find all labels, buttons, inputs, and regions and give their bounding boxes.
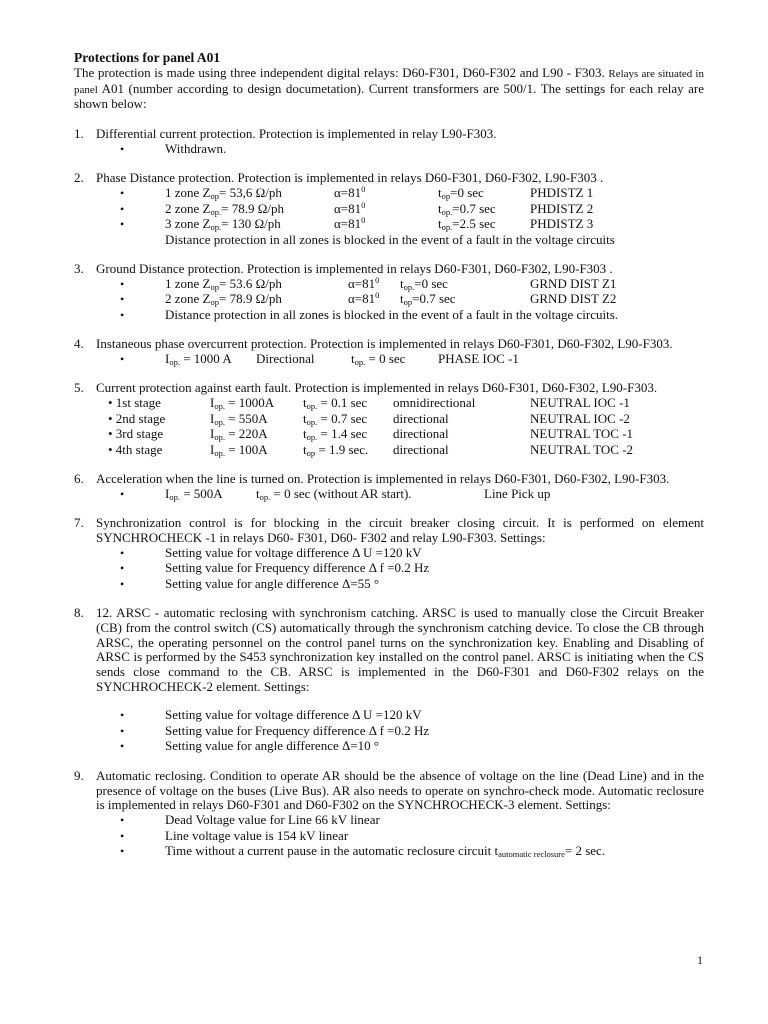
time-setting-symbol: t — [303, 426, 307, 442]
current-setting-symbol: I — [210, 410, 215, 426]
bullet-item — [96, 829, 704, 845]
time-value: =0 sec — [450, 185, 484, 201]
bullet-item — [96, 813, 704, 829]
element-name: PHASE IOC -1 — [438, 350, 519, 366]
time-symbol: t — [400, 275, 404, 291]
bullet-icon: • — [120, 828, 125, 843]
current-symbol: I — [165, 485, 170, 501]
stage-row — [96, 396, 704, 412]
bullet-text: Setting value for angle difference Δ=55 ° — [165, 575, 380, 591]
current-setting — [210, 412, 268, 427]
bullet-icon: • — [120, 813, 125, 828]
zone-label: 2 zone Z — [165, 291, 211, 307]
bullet-item — [96, 352, 704, 368]
time-symbol: t — [256, 485, 260, 501]
section-number: 9. — [74, 767, 84, 783]
bullet-item — [96, 561, 704, 577]
time-value: =0.7 sec — [452, 200, 496, 216]
zone-impedance — [165, 217, 281, 232]
section-text: Current protection against earth fault. Protection is implemented in relays D60-F301, D60-F302, L90-F303. — [96, 380, 658, 396]
time-subscript: op. — [441, 206, 453, 217]
angle-degree: 0 — [375, 290, 380, 301]
impedance-subscript: op — [210, 191, 219, 202]
section-text: Phase Distance protection. Protection is implemented in relays D60-F301, D60-F302, L90-F303 . — [96, 170, 604, 186]
section-text: Instaneous phase overcurrent protection. Protection is implemented in relays D60-F301, D60-F302, L90-F303. — [96, 336, 673, 352]
time-symbol: t — [438, 216, 442, 232]
current-value: = 1000 A — [183, 350, 232, 366]
time-setting-value: = 1.9 sec. — [318, 441, 369, 457]
current-setting-symbol: I — [210, 426, 215, 442]
angle-setting — [334, 199, 366, 217]
stage-row — [96, 427, 704, 443]
bullet-icon: • — [120, 141, 125, 156]
time-subscript: op. — [441, 222, 453, 233]
time-subscript: op — [403, 297, 413, 308]
current-symbol: I — [165, 350, 170, 366]
bullet-text — [165, 844, 605, 859]
time-subscript: op. — [354, 356, 366, 367]
time-symbol: t — [438, 185, 442, 201]
item-text: Time without a current pause in the automatic reclosure circuit t — [165, 843, 499, 859]
time-setting-symbol: t — [303, 410, 307, 426]
section-number: 7. — [74, 515, 84, 531]
impedance-subscript: op — [210, 281, 219, 292]
element-name: NEUTRAL TOC -2 — [530, 441, 634, 457]
current-setting-subscript: op. — [214, 401, 225, 412]
bullet-text: Setting value for angle difference Δ=10 ° — [165, 738, 380, 754]
bullet-icon: • — [120, 201, 125, 216]
bullet-icon: • — [120, 545, 125, 560]
direction-text: directional — [393, 426, 449, 442]
element-name: PHDISTZ 3 — [530, 216, 594, 232]
bullet-icon: • — [120, 576, 125, 591]
bullet-icon: • — [120, 186, 125, 201]
element-name: PHDISTZ 1 — [530, 185, 594, 201]
time-value: =0.7 sec — [412, 291, 456, 307]
angle-value: α=81 — [348, 275, 376, 291]
zone-row — [96, 186, 704, 202]
zone-row — [96, 274, 704, 293]
bullet-icon: • — [120, 292, 125, 307]
ar-settings-list — [96, 813, 704, 844]
time-setting — [438, 186, 484, 201]
current-setting-symbol: I — [210, 395, 215, 411]
element-name: NEUTRAL IOC -1 — [530, 395, 630, 411]
section-9 — [74, 769, 704, 860]
current-setting — [210, 427, 268, 442]
bullet-icon: • — [120, 486, 125, 501]
intro-small-text: Relays are situated in panel — [74, 68, 704, 96]
section-7 — [74, 516, 704, 592]
time-setting — [400, 292, 456, 307]
stage-label: • 4th stage — [108, 441, 163, 457]
time-setting — [303, 443, 368, 458]
current-setting-value: = 1000A — [228, 395, 275, 411]
bullet-icon: • — [120, 217, 125, 232]
zone-impedance — [165, 277, 282, 292]
section-6 — [74, 472, 704, 502]
current-setting-subscript: op. — [214, 447, 225, 458]
angle-setting — [334, 217, 365, 232]
zone-row — [96, 292, 704, 308]
element-name: GRND DIST Z2 — [530, 291, 617, 307]
time-setting-value: = 0.1 sec — [320, 395, 368, 411]
section-8 — [74, 606, 704, 755]
bullet-item — [96, 708, 704, 724]
current-setting-value: = 550A — [228, 410, 268, 426]
current-setting — [165, 352, 232, 367]
bullet-icon: • — [120, 307, 125, 322]
current-setting — [210, 396, 274, 411]
section-2 — [74, 171, 704, 248]
section-number: 3. — [74, 261, 84, 277]
section-1 — [74, 127, 704, 157]
bullet-item — [96, 487, 704, 503]
zone-impedance — [165, 202, 284, 217]
arsc-settings-list — [96, 708, 704, 755]
angle-value: α=81 — [334, 200, 362, 216]
bullet-icon: • — [120, 351, 125, 366]
bullet-text: Setting value for Frequency difference Δ f =0.2 Hz — [165, 560, 430, 576]
stage-label: • 3rd stage — [108, 426, 164, 442]
time-setting — [438, 217, 496, 232]
direction-text: directional — [393, 441, 449, 457]
angle-setting — [348, 292, 379, 307]
section-text: Synchronization control is for blocking in the circuit breaker closing circuit. It is performed on element SYNCHROCHECK -1 in relays D60- F301, D60- F302 and relay L90-F303. Settings: — [96, 515, 704, 546]
zone-label: 1 zone Z — [165, 185, 211, 201]
item-text-end: = 2 sec. — [564, 843, 606, 859]
section-number: 4. — [74, 336, 84, 352]
impedance-value: = 78.9 Ω/ph — [221, 200, 284, 216]
time-subscript: op. — [259, 491, 271, 502]
section-4 — [74, 337, 704, 367]
element-name: Line Pick up — [484, 485, 551, 501]
section-number: 2. — [74, 170, 84, 186]
bullet-item — [96, 724, 704, 740]
bullet-icon: • — [120, 561, 125, 576]
element-name: PHDISTZ 2 — [530, 200, 594, 216]
section-number: 1. — [74, 126, 84, 142]
time-setting-symbol: t — [303, 395, 307, 411]
time-setting-subscript: op. — [306, 416, 318, 427]
bullet-text: Setting value for voltage difference Δ U =120 kV — [165, 544, 422, 560]
element-name: GRND DIST Z1 — [530, 275, 617, 291]
section-text: Ground Distance protection. Protection is implemented in relays D60-F301, D60-F302, L90-F303 . — [96, 261, 613, 277]
section-number: 6. — [74, 471, 84, 487]
bullet-icon: • — [120, 708, 125, 723]
bullet-text: Withdrawn. — [165, 140, 227, 156]
element-name: NEUTRAL IOC -2 — [530, 410, 630, 426]
bullet-item — [96, 233, 704, 249]
angle-setting — [348, 274, 380, 292]
current-setting-subscript: op. — [214, 416, 225, 427]
item-subscript: automatic reclosure — [498, 849, 565, 860]
time-setting — [303, 412, 367, 427]
angle-degree: 0 — [361, 199, 366, 210]
time-setting — [303, 396, 367, 411]
zone-impedance — [165, 292, 282, 307]
bullet-icon: • — [120, 276, 125, 291]
time-value: = 0 sec — [368, 350, 406, 366]
time-setting — [438, 202, 496, 217]
section-number: 8. — [74, 605, 84, 621]
bullet-text: Setting value for voltage difference Δ U =120 kV — [165, 707, 422, 723]
angle-value: α=81 — [348, 291, 376, 307]
time-subscript: op — [441, 191, 451, 202]
stage-label: • 1st stage — [108, 395, 161, 411]
time-setting — [351, 352, 405, 367]
bullet-text: Dead Voltage value for Line 66 kV linear — [165, 812, 380, 828]
bullet-text: Setting value for Frequency difference Δ f =0.2 Hz — [165, 722, 430, 738]
element-name: NEUTRAL TOC -1 — [530, 426, 634, 442]
bullet-text: Distance protection in all zones is blocked in the event of a fault in the voltage circuits — [165, 231, 615, 247]
impedance-value: = 130 Ω/ph — [221, 216, 281, 232]
bullet-item — [96, 142, 704, 158]
time-setting-value: = 0.7 sec — [320, 410, 368, 426]
time-symbol: t — [351, 350, 355, 366]
impedance-value: = 78.9 Ω/ph — [218, 291, 282, 307]
angle-degree: 0 — [361, 184, 366, 195]
angle-degree: 0 — [375, 274, 380, 285]
time-symbol: t — [400, 291, 404, 307]
page-number: 1 — [697, 953, 703, 967]
time-subscript: op. — [403, 281, 415, 292]
ground-distance-zones — [96, 274, 704, 308]
current-subscript: op. — [169, 491, 180, 502]
time-setting-subscript: op. — [306, 401, 318, 412]
impedance-subscript: op. — [210, 206, 222, 217]
bullet-text: Line voltage value is 154 kV linear — [165, 827, 349, 843]
current-setting-value: = 100A — [228, 441, 268, 457]
zone-row — [96, 199, 704, 218]
direction-text: Directional — [256, 350, 315, 366]
stage-row — [96, 412, 704, 428]
current-setting — [210, 443, 268, 458]
section-3 — [74, 262, 704, 323]
section-text: Automatic reclosing. Condition to operate AR should be the absence of voltage on the line (Dead Line) and in the presence of voltage on the buses (Live Bus). AR also needs to operate on synchro-check mode. Automatic reclosure is implemented in relays D60-F301 and D60-F302 on the SYNCHROCHECK-3 element. Settings: — [96, 767, 704, 813]
zone-impedance — [165, 186, 282, 201]
time-setting-value: = 1.4 sec — [320, 426, 368, 442]
time-setting — [303, 427, 367, 442]
time-setting — [400, 277, 448, 292]
zone-row — [96, 217, 704, 233]
direction-text: directional — [393, 410, 449, 426]
document-title: Protections for panel A01 — [74, 50, 221, 65]
bullet-item — [96, 308, 704, 324]
current-setting-value: = 220A — [228, 426, 268, 442]
intro-text: The protection is made using three independent digital relays: D60-F301, D60-F302 and L90 - F303. — [74, 65, 609, 80]
intro-paragraph — [74, 66, 704, 112]
zone-label: 2 zone Z — [165, 200, 211, 216]
phase-distance-zones — [96, 186, 704, 233]
bullet-text: Distance protection in all zones is blocked in the event of a fault in the voltage circuits. — [165, 306, 619, 322]
section-number: 5. — [74, 380, 84, 396]
section-text: Acceleration when the line is turned on. Protection is implemented in relays D60-F301, D60-F302, L90-F303. — [96, 471, 670, 487]
current-setting-symbol: I — [210, 441, 215, 457]
bullet-icon: • — [120, 739, 125, 754]
zone-label: 1 zone Z — [165, 275, 211, 291]
current-subscript: op. — [169, 356, 180, 367]
sync-settings-list — [96, 546, 704, 593]
current-value: = 500A — [183, 485, 223, 501]
bullet-item — [96, 739, 704, 755]
sections-list — [74, 127, 704, 859]
angle-setting — [334, 186, 365, 201]
zone-label: 3 zone Z — [165, 216, 211, 232]
time-setting — [256, 487, 412, 502]
angle-degree: 0 — [361, 215, 366, 226]
time-setting-subscript: op — [306, 447, 316, 458]
bullet-icon: • — [120, 844, 125, 859]
stage-row — [96, 443, 704, 459]
stage-label: • 2nd stage — [108, 410, 166, 426]
time-value: =2.5 sec — [452, 216, 496, 232]
direction-text: omnidirectional — [393, 395, 476, 411]
intro-text-2: A01 (number according to design documetation). Current transformers are 500/1. The settings for each relay are shown below: — [74, 80, 704, 112]
time-symbol: t — [438, 200, 442, 216]
earth-fault-stages — [96, 396, 704, 458]
impedance-value: = 53,6 Ω/ph — [218, 185, 282, 201]
bullet-item — [96, 844, 704, 860]
angle-value: α=81 — [334, 216, 362, 232]
bullet-icon: • — [120, 723, 125, 738]
impedance-subscript: op. — [210, 222, 222, 233]
bullet-item — [96, 546, 704, 562]
current-setting — [165, 487, 223, 502]
section-5 — [74, 381, 704, 458]
impedance-value: = 53.6 Ω/ph — [218, 275, 282, 291]
time-setting-subscript: op. — [306, 432, 318, 443]
bullet-item — [96, 577, 704, 593]
section-text: 12. ARSC - automatic reclosing with synchronism catching. ARSC is used to manually close the Circuit Breaker (CB) from the control switch (CS) automatically through the synchronism catching device. To close the CB through ARSC, the operating personnel on the control panel turns on the synchronization key. Enabling and Disabling of ARSC is performed by the S453 synchronization key installed on the control panel. ARSC is initiating when the CS sends close command to the CB. ARSC is implemented in the D60-F301 and D60-F302 relays on the SYNCHROCHECK-2 element. Settings: — [96, 605, 704, 694]
impedance-subscript: op — [210, 297, 219, 308]
time-value: =0 sec — [414, 275, 448, 291]
time-value: = 0 sec (without AR start). — [273, 485, 412, 501]
current-setting-subscript: op. — [214, 432, 225, 443]
time-setting-symbol: t — [303, 441, 307, 457]
document-page — [74, 50, 704, 860]
section-text: Differential current protection. Protection is implemented in relay L90-F303. — [96, 126, 497, 142]
angle-value: α=81 — [334, 185, 362, 201]
